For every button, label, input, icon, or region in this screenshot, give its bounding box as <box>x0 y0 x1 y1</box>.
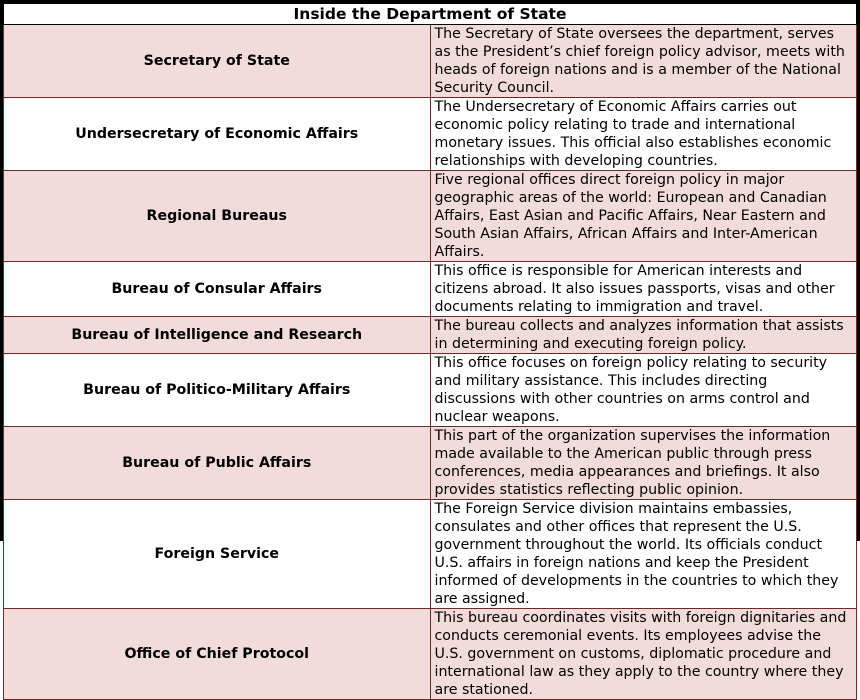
office-name: Secretary of State <box>4 25 431 98</box>
office-description: This part of the organization supervises the information made available to the American public through press conferences, media appearances and briefings. It also provides statistics reflecting public opinion. <box>430 427 857 500</box>
office-description: The Undersecretary of Economic Affairs carries out economic policy relating to trade and international monetary issues. This official also establishes economic relationships with developing countries. <box>430 98 857 171</box>
table-row <box>4 25 857 98</box>
office-name: Office of Chief Protocol <box>4 609 431 700</box>
office-description: The Secretary of State oversees the department, serves as the President’s chief foreign policy advisor, meets with heads of foreign nations and is a member of the National Security Council. <box>430 25 857 98</box>
table-row <box>4 427 857 500</box>
office-name: Regional Bureaus <box>4 171 431 262</box>
office-description: The Foreign Service division maintains embassies, consulates and other offices that represent the U.S. government throughout the world. Its officials conduct U.S. affairs in foreign nations and keep the President informed of developments in the countries to which they are assigned. <box>430 500 857 609</box>
table-row <box>4 609 857 700</box>
office-description: Five regional offices direct foreign policy in major geographic areas of the world: European and Canadian Affairs, East Asian and Pacific Affairs, Near Eastern and South Asian Affairs, African Affairs and Inter-American Affairs. <box>430 171 857 262</box>
office-description: The bureau collects and analyzes information that assists in determining and executing foreign policy. <box>430 317 857 354</box>
table-row <box>4 262 857 317</box>
office-description: This office focuses on foreign policy relating to security and military assistance. This includes directing discussions with other countries on arms control and nuclear weapons. <box>430 354 857 427</box>
office-name: Bureau of Public Affairs <box>4 427 431 500</box>
office-name: Bureau of Politico-Military Affairs <box>4 354 431 427</box>
office-name: Undersecretary of Economic Affairs <box>4 98 431 171</box>
table-title: Inside the Department of State <box>4 4 857 25</box>
table-row <box>4 500 857 609</box>
office-name: Foreign Service <box>4 500 431 609</box>
table-row <box>4 317 857 354</box>
office-name: Bureau of Consular Affairs <box>4 262 431 317</box>
office-description: This office is responsible for American interests and citizens abroad. It also issues passports, visas and other documents relating to immigration and travel. <box>430 262 857 317</box>
table-row <box>4 171 857 262</box>
table-row <box>4 354 857 427</box>
state-department-table <box>3 3 857 700</box>
office-name: Bureau of Intelligence and Research <box>4 317 431 354</box>
office-description: This bureau coordinates visits with foreign dignitaries and conducts ceremonial events. Its employees advise the U.S. government on customs, diplomatic procedure and international law as they apply to the country where they are stationed. <box>430 609 857 700</box>
table-row <box>4 98 857 171</box>
